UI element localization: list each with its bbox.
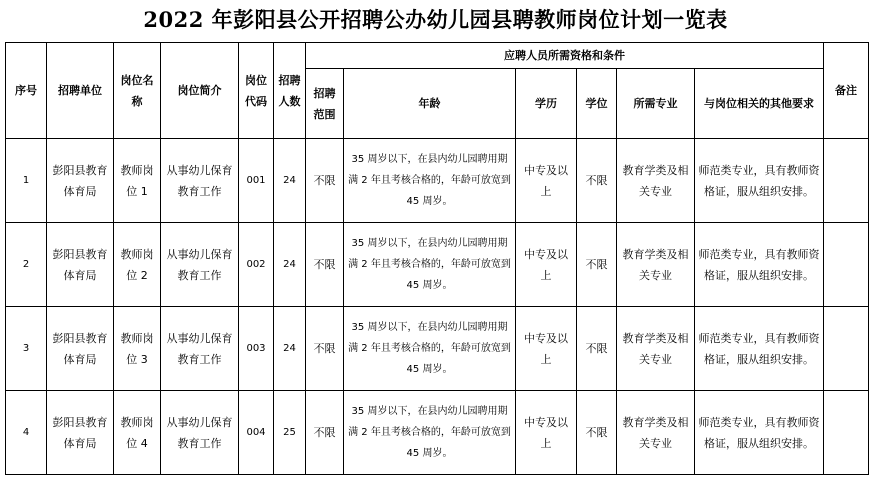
cell-unit: 彭阳县教育体育局 — [47, 307, 114, 391]
cell-unit: 彭阳县教育体育局 — [47, 391, 114, 475]
cell-count: 24 — [274, 139, 306, 223]
cell-scope: 不限 — [306, 391, 344, 475]
table-row — [6, 307, 869, 391]
cell-seq: 3 — [6, 307, 47, 391]
cell-other: 师范类专业，具有教师资格证，服从组织安排。 — [695, 223, 824, 307]
cell-unit: 彭阳县教育体育局 — [47, 139, 114, 223]
header-major: 所需专业 — [617, 69, 695, 139]
cell-remark — [824, 307, 869, 391]
cell-post-code: 002 — [239, 223, 274, 307]
cell-post-name: 教师岗位 3 — [114, 307, 161, 391]
header-post-name: 岗位名称 — [114, 43, 161, 139]
header-remark: 备注 — [824, 43, 869, 139]
cell-post-code: 004 — [239, 391, 274, 475]
cell-scope: 不限 — [306, 223, 344, 307]
cell-age: 35 周岁以下，在县内幼儿园聘用期满 2 年且考核合格的，年龄可放宽到 45 周岁。 — [344, 139, 516, 223]
cell-age: 35 周岁以下，在县内幼儿园聘用期满 2 年且考核合格的，年龄可放宽到 45 周岁。 — [344, 391, 516, 475]
cell-unit: 彭阳县教育体育局 — [47, 223, 114, 307]
recruitment-plan-table — [5, 42, 869, 475]
cell-education: 中专及以上 — [516, 223, 577, 307]
cell-seq: 4 — [6, 391, 47, 475]
cell-scope: 不限 — [306, 139, 344, 223]
cell-degree: 不限 — [577, 307, 617, 391]
cell-age: 35 周岁以下，在县内幼儿园聘用期满 2 年且考核合格的，年龄可放宽到 45 周岁。 — [344, 223, 516, 307]
header-post-code: 岗位代码 — [239, 43, 274, 139]
header-degree: 学位 — [577, 69, 617, 139]
table-row — [6, 139, 869, 223]
cell-post-name: 教师岗位 1 — [114, 139, 161, 223]
header-count: 招聘人数 — [274, 43, 306, 139]
cell-degree: 不限 — [577, 139, 617, 223]
cell-major: 教育学类及相关专业 — [617, 307, 695, 391]
table-header-row-1 — [6, 43, 869, 69]
cell-remark — [824, 391, 869, 475]
cell-scope: 不限 — [306, 307, 344, 391]
cell-post-code: 003 — [239, 307, 274, 391]
cell-education: 中专及以上 — [516, 307, 577, 391]
cell-degree: 不限 — [577, 391, 617, 475]
cell-count: 24 — [274, 223, 306, 307]
cell-post-code: 001 — [239, 139, 274, 223]
cell-post-desc: 从事幼儿保育教育工作 — [161, 139, 239, 223]
cell-count: 25 — [274, 391, 306, 475]
page-title: 2022 年彭阳县公开招聘公办幼儿园县聘教师岗位计划一览表 — [143, 7, 728, 32]
cell-education: 中专及以上 — [516, 391, 577, 475]
table-row — [6, 391, 869, 475]
cell-post-desc: 从事幼儿保育教育工作 — [161, 391, 239, 475]
cell-seq: 1 — [6, 139, 47, 223]
cell-age: 35 周岁以下，在县内幼儿园聘用期满 2 年且考核合格的，年龄可放宽到 45 周岁。 — [344, 307, 516, 391]
cell-remark — [824, 223, 869, 307]
cell-post-name: 教师岗位 2 — [114, 223, 161, 307]
cell-major: 教育学类及相关专业 — [617, 223, 695, 307]
cell-degree: 不限 — [577, 223, 617, 307]
cell-post-desc: 从事幼儿保育教育工作 — [161, 307, 239, 391]
cell-major: 教育学类及相关专业 — [617, 139, 695, 223]
cell-other: 师范类专业，具有教师资格证，服从组织安排。 — [695, 391, 824, 475]
header-seq: 序号 — [6, 43, 47, 139]
cell-post-name: 教师岗位 4 — [114, 391, 161, 475]
cell-education: 中专及以上 — [516, 139, 577, 223]
header-age: 年龄 — [344, 69, 516, 139]
cell-major: 教育学类及相关专业 — [617, 391, 695, 475]
cell-post-desc: 从事幼儿保育教育工作 — [161, 223, 239, 307]
header-other: 与岗位相关的其他要求 — [695, 69, 824, 139]
cell-other: 师范类专业，具有教师资格证，服从组织安排。 — [695, 139, 824, 223]
cell-remark — [824, 139, 869, 223]
header-unit: 招聘单位 — [47, 43, 114, 139]
header-scope: 招聘范围 — [306, 69, 344, 139]
cell-other: 师范类专业，具有教师资格证，服从组织安排。 — [695, 307, 824, 391]
header-requirements: 应聘人员所需资格和条件 — [306, 43, 824, 69]
header-education: 学历 — [516, 69, 577, 139]
cell-count: 24 — [274, 307, 306, 391]
header-post-desc: 岗位简介 — [161, 43, 239, 139]
table-row — [6, 223, 869, 307]
cell-seq: 2 — [6, 223, 47, 307]
